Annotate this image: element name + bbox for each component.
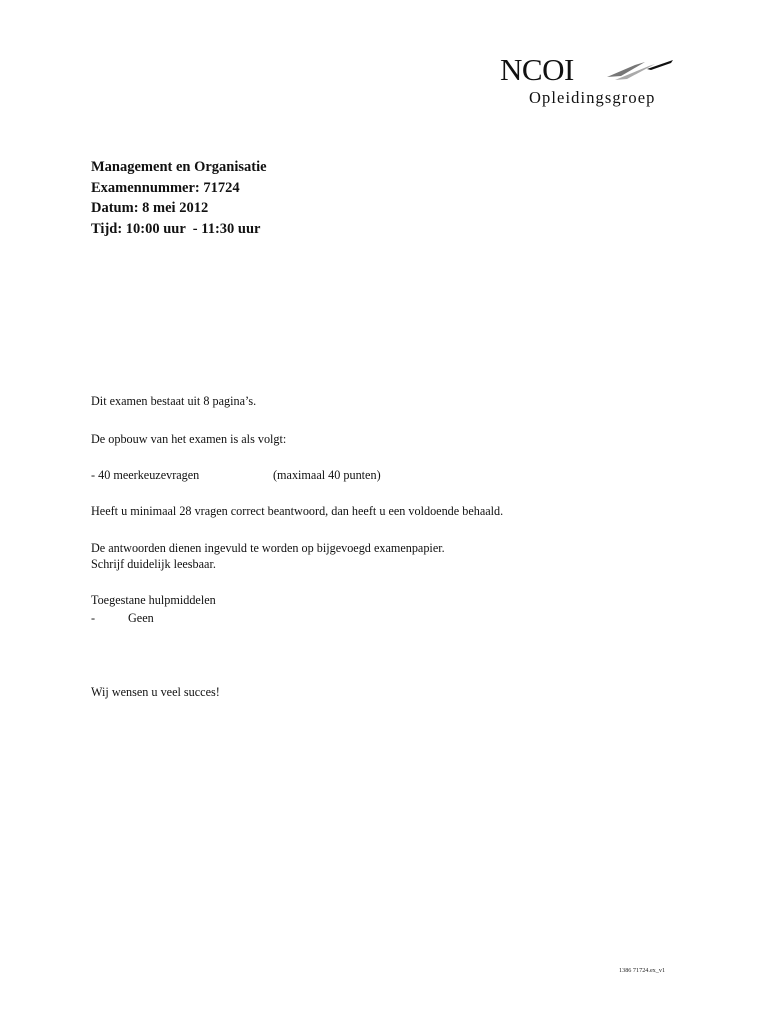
aids-heading: Toegestane hulpmiddelen: [91, 593, 216, 607]
exam-subject: Management en Organisatie: [91, 159, 267, 175]
aids-list-bullet: -: [91, 611, 96, 625]
pages-info: Dit examen bestaat uit 8 pagina’s.: [91, 394, 257, 408]
legibility-instruction: Schrijf duidelijk leesbaar.: [91, 557, 216, 571]
logo-wordmark: NCOI: [500, 52, 574, 87]
answers-instruction: De antwoorden dienen ingevuld te worden op bijgevoegd examenpapier.: [91, 541, 445, 555]
logo-swoosh-icon: [605, 58, 675, 82]
exam-date: Datum: 8 mei 2012: [91, 200, 209, 217]
structure-intro: De opbouw van het examen is als volgt:: [91, 432, 287, 446]
exam-number: Examennummer: 71724: [91, 179, 240, 196]
exam-header: [91, 157, 267, 240]
passing-criteria: Heeft u minimaal 28 vragen correct beantwoord, dan heeft u een voldoende behaald.: [91, 504, 504, 518]
aids-list-item: Geen: [128, 611, 154, 625]
document-code: 1386 71724.ex_v1: [619, 967, 666, 974]
question-type: - 40 meerkeuzevragen: [91, 468, 200, 482]
logo-subline: Opleidingsgroep: [529, 88, 656, 107]
ncoi-logo: [500, 54, 680, 114]
question-points: (maximaal 40 punten): [273, 468, 381, 482]
exam-time: Tijd: 10:00 uur - 11:30 uur: [91, 221, 261, 238]
closing-wish: Wij wensen u veel succes!: [91, 685, 220, 699]
